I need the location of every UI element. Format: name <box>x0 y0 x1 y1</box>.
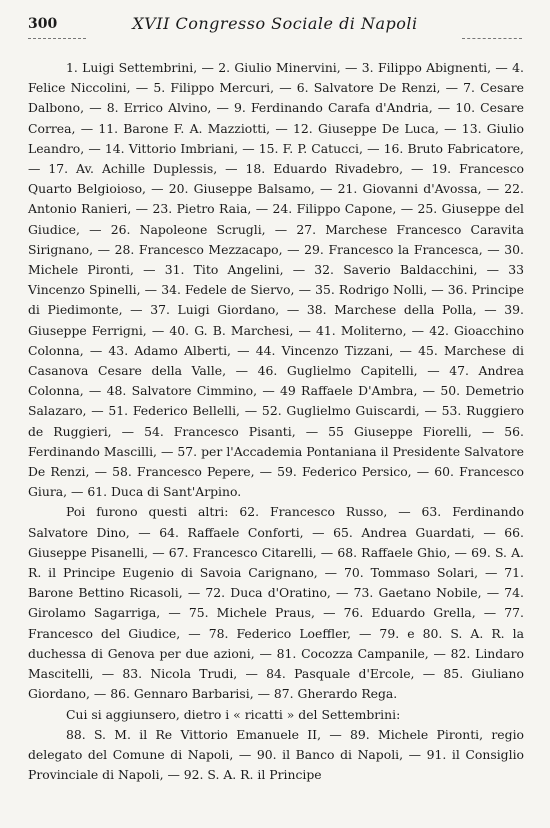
running-title: XVII Congresso Sociale di Napoli <box>132 14 418 33</box>
page-header <box>28 14 522 36</box>
paragraph-additional-members: Poi furono questi altri: 62. Francesco Russo, — 63. Ferdinando Salvatore Dino, — 64. Raffaele Conforti, — 65. Andrea Guardati, — 66. Giuseppe Pisanelli, — 67. Francesco Citarelli, — 68. Raffaele Ghio, — 69. S. A. R. il Principe Eugenio di Savoia Carignano, — 70. Tommaso Solari, — 71. Barone Bettino Ricasoli, — 72. Duca d'Oratino, — 73. Gaetano Nobile, — 74. Girolamo Sagarriga, — 75. Michele Praus, — 76. Eduardo Grella, — 77. Francesco del Giudice, — 78. Federico Loeffler, — 79. e 80. S. A. R. la duchessa di Genova per due azioni, — 81. Cocozza Campanile, — 82. Lindaro Mascitelli, — 83. Nicola Trudi, — 84. Pasquale d'Ercole, — 85. Giuliano Giordano, — 86. Gennaro Barbarisi, — 87. Gherardo Rega. <box>28 504 524 702</box>
paragraph-founders-list: 1. Luigi Settembrini, — 2. Giulio Minervini, — 3. Filippo Abignenti, — 4. Felice Niccolini, — 5. Filippo Mercuri, — 6. Salvatore De Renzi, — 7. Cesare Dalbono, — 8. Errico Alvino, — 9. Ferdinando Carafa d'Andria, — 10. Cesare Correa, — 11. Barone F. A. Mazziotti, — 12. Giuseppe De Luca, — 13. Giulio Leandro, — 14. Vittorio Imbriani, — 15. F. P. Catucci, — 16. Bruto Fabricatore, — 17. Av. Achille Duplessis, — 18. Eduardo Rivadebro, — 19. Francesco Quarto Belgioioso, — 20. Giuseppe Balsamo, — 21. Giovanni d'Avossa, — 22. Antonio Ranieri, — 23. Pietro Raia, — 24. Filippo Capone, — 25. Giuseppe del Giudice, — 26. Napoleone Scrugli, — 27. Marchese Francesco Caravita Sirignano, — 28. Francesco Mezzacapo, — 29. Francesco la Francesca, — 30. Michele Pironti, — 31. Tito Angelini, — 32. Saverio Baldacchini, — 33 Vincenzo Spinelli, — 34. Fedele de Siervo, — 35. Rodrigo Nolli, — 36. Principe di Piedimonte, — 37. Luigi Giordano, — 38. Marchese della Polla, — 39. Giuseppe Ferrigni, — 40. G. B. Marchesi, — 41. Moliterno, — 42. Gioacchino Colonna, — 43. Adamo Alberti, — 44. Vincenzo Tizzani, — 45. Marchese di Casanova Cesare della Valle, — 46. Guglielmo Capitelli, — 47. Andrea Colonna, — 48. Salvatore Cimmino, — 49 Raffaele D'Ambra, — 50. Demetrio Salazaro, — 51. Federico Bellelli, — 52. Guglielmo Guiscardi, — 53. Ruggiero de Ruggieri, — 54. Francesco Pisanti, — 55 Giuseppe Fiorelli, — 56. Ferdinando Mascilli, — 57. per l'Accademia Pontaniana il Presidente Salvatore De Renzi, — 58. Francesco Pepere, — 59. Federico Persico, — 60. Francesco Giura, — 61. Duca di Sant'Arpino. <box>28 60 524 500</box>
page-number: 300 <box>28 16 58 32</box>
paragraph-later-members: 88. S. M. il Re Vittorio Emanuele II, — 89. Michele Pironti, regio delegato del Comune di Napoli, — 90. il Banco di Napoli, — 91. il Consiglio Provinciale di Napoli, — 92. S. A. R. il Principe <box>28 726 524 783</box>
header-rule-right <box>462 38 522 39</box>
paragraph-intro-note: Cui si aggiunsero, dietro i « ricatti » del Settembrini: <box>66 706 401 722</box>
body-text <box>28 58 524 785</box>
header-rule-left <box>28 38 86 39</box>
